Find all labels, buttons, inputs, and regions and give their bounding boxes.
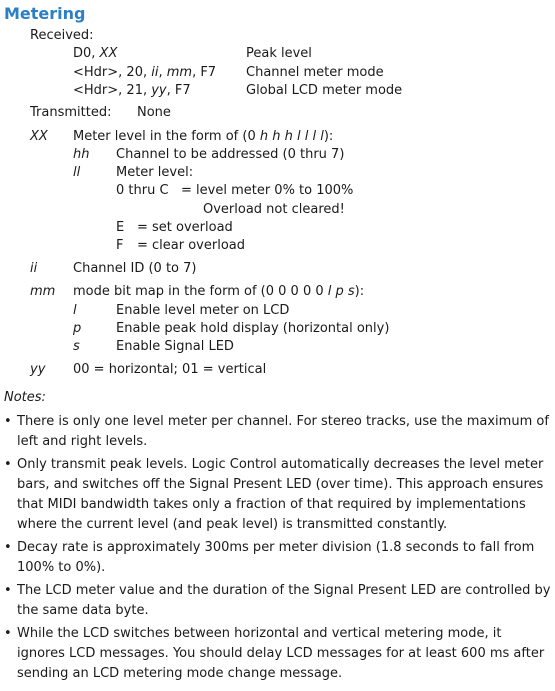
- level-desc-3: = set overload: [137, 220, 233, 235]
- ll-symbol: ll: [73, 165, 81, 180]
- transmitted-label: Transmitted:: [30, 105, 112, 120]
- received-code-3: <Hdr>, 21, yy, F7: [73, 83, 191, 98]
- level-desc-2: Overload not cleared!: [203, 202, 345, 217]
- xx-symbol: XX: [30, 129, 48, 144]
- bit-l-symbol: l: [73, 303, 77, 318]
- received-desc-1: Peak level: [246, 46, 312, 61]
- yy-description: 00 = horizontal; 01 = vertical: [73, 362, 267, 377]
- bit-p-description: Enable peak hold display (horizontal only): [116, 321, 390, 336]
- level-desc-4: = clear overload: [137, 238, 245, 253]
- bit-s-description: Enable Signal LED: [116, 339, 234, 354]
- section-title: Metering: [4, 4, 86, 23]
- hh-symbol: hh: [73, 147, 90, 162]
- bit-s-symbol: s: [73, 339, 80, 354]
- level-code-4: F: [116, 238, 124, 253]
- mm-description: mode bit map in the form of (0 0 0 0 0 l p s):: [73, 284, 365, 299]
- received-desc-3: Global LCD meter mode: [246, 83, 403, 98]
- level-code-3: E: [116, 220, 125, 235]
- received-desc-2: Channel meter mode: [246, 65, 384, 80]
- yy-symbol: yy: [30, 362, 46, 377]
- ii-symbol: ii: [30, 261, 38, 276]
- note-item: • While the LCD switches between horizontal and vertical metering mode, it ignores LCD messages. You should delay LCD messages for at least 600 ms after sending an LCD metering mode change message.: [0, 624, 553, 684]
- received-label: Received:: [30, 28, 94, 43]
- mm-symbol: mm: [30, 284, 56, 299]
- note-item: • There is only one level meter per channel. For stereo tracks, use the maximum of left and right levels.: [0, 412, 553, 452]
- notes-list: [0, 412, 553, 687]
- bit-l-description: Enable level meter on LCD: [116, 303, 290, 318]
- note-item: • The LCD meter value and the duration of the Signal Present LED are controlled by the same data byte.: [0, 581, 553, 621]
- ii-description: Channel ID (0 to 7): [73, 261, 197, 276]
- note-item: • Decay rate is approximately 300ms per meter division (1.8 seconds to fall from 100% to 0%).: [0, 538, 553, 578]
- note-item: • Only transmit peak levels. Logic Control automatically decreases the level meter bars, and switches off the Signal Present LED (over time). This approach ensures that MIDI bandwidth takes only a fraction of that required by implementations where the current level (and peak level) is transmitted constantly.: [0, 455, 553, 535]
- bit-p-symbol: p: [73, 321, 82, 336]
- received-code-2: <Hdr>, 20, ii, mm, F7: [73, 65, 217, 80]
- xx-description: Meter level in the form of (0 h h h l l l l):: [73, 129, 334, 144]
- level-desc-1: = level meter 0% to 100%: [181, 183, 354, 198]
- level-code-1: 0 thru C: [116, 183, 169, 198]
- notes-heading: Notes:: [4, 390, 46, 405]
- hh-description: Channel to be addressed (0 thru 7): [116, 147, 345, 162]
- transmitted-value: None: [137, 105, 171, 120]
- received-code-1: D0, XX: [73, 46, 118, 61]
- ll-description: Meter level:: [116, 165, 194, 180]
